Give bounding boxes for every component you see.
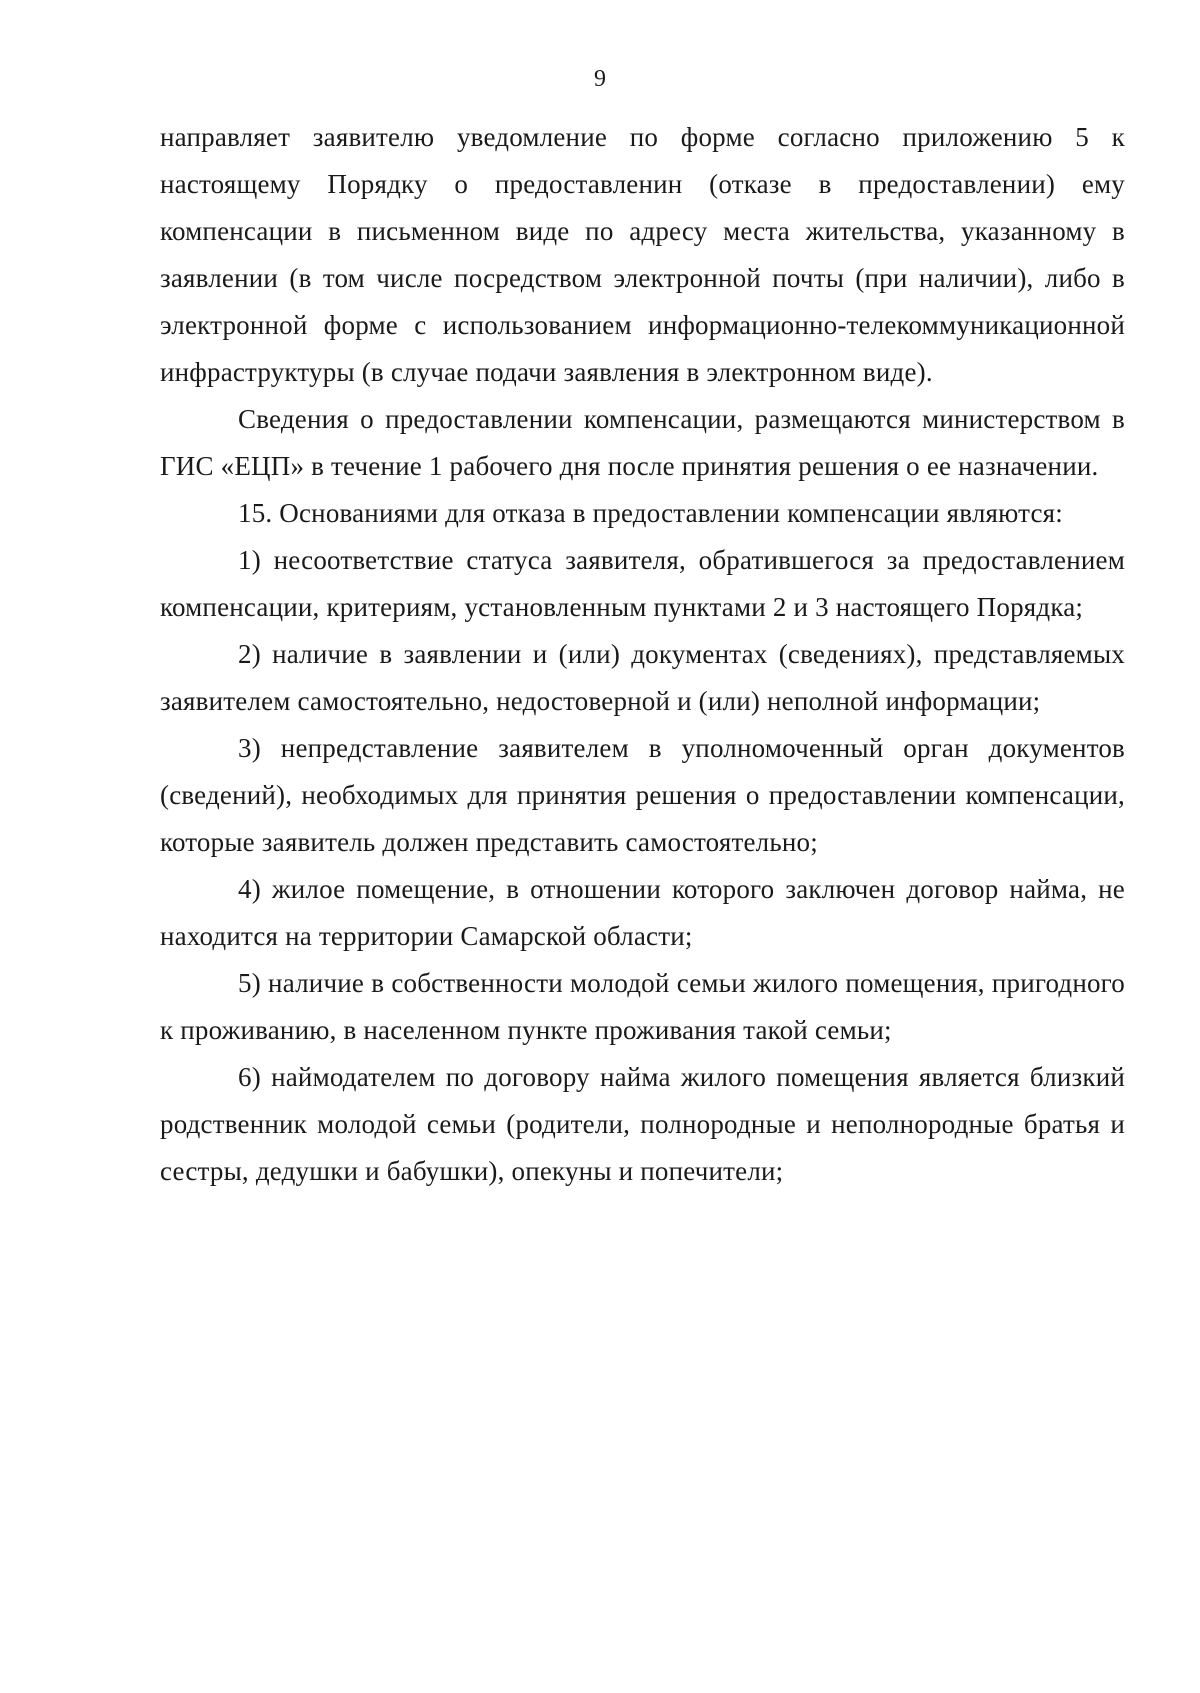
paragraph-ground-6: 6) наймодателем по договору найма жилого помещения является близкий родственник молодой семьи (родители, полнородные и неполнородные братья и сестры, дедушки и бабушки), опекуны и попечители; <box>160 1062 1125 1186</box>
document-body <box>160 114 1125 1195</box>
page-number: 9 <box>594 66 606 92</box>
paragraph-ground-4: 4) жилое помещение, в отношении которого заключен договор найма, не находится на территории Самарской области; <box>160 874 1125 951</box>
paragraph-refusal-grounds-heading: 15. Основаниями для отказа в предоставлении компенсации являются: <box>238 498 1064 528</box>
paragraph-ground-2: 2) наличие в заявлении и (или) документах (сведениях), представляемых заявителем самостоятельно, недостоверной и (или) неполной информации; <box>160 639 1125 716</box>
paragraph-ground-5: 5) наличие в собственности молодой семьи жилого помещения, пригодного к проживанию, в населенном пункте проживания такой семьи; <box>160 968 1125 1045</box>
paragraph-information-placement: Сведения о предоставлении компенсации, размещаются министерством в ГИС «ЕЦП» в течение 1 рабочего дня после принятия решения о ее назначении. <box>160 404 1125 481</box>
paragraph-notification-continuation: направляет заявителю уведомление по форме согласно приложению 5 к настоящему Порядку о предоставленин (отказе в предоставлении) ему компенсации в письменном виде по адресу места жительства, указанному в заявлении (в том числе посредством электронной почты (при наличии), либо в электронной форме с использованием информационно-телекоммуникационной инфраструктуры (в случае подачи заявления в электронном виде). <box>160 122 1125 387</box>
paragraph-ground-1: 1) несоответствие статуса заявителя, обратившегося за предоставлением компенсации, критериям, установленным пунктами 2 и 3 настоящего Порядка; <box>160 545 1125 622</box>
paragraph-ground-3: 3) непредставление заявителем в уполномоченный орган документов (сведений), необходимых для принятия решения о предоставлении компенсации, которые заявитель должен представить самостоятельно; <box>160 733 1125 857</box>
